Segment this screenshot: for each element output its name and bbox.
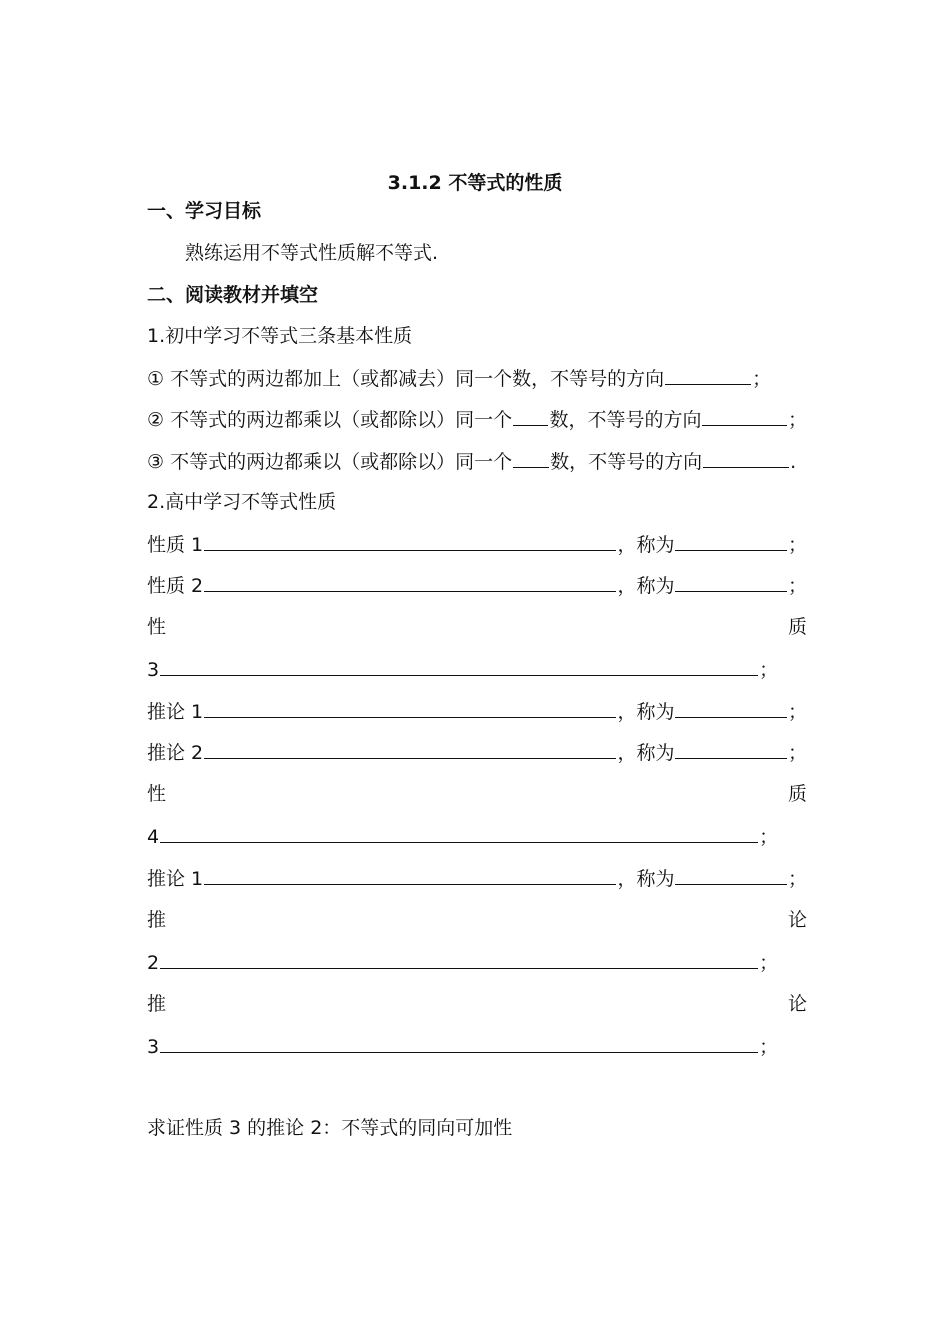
fill-blank[interactable] [703, 448, 789, 468]
fill-blank[interactable] [675, 531, 787, 551]
item-label-char: 推 [147, 993, 167, 1015]
punctuation: ； [787, 701, 807, 723]
property-4-corollary-2-label [147, 907, 807, 933]
item-label: 性质 2 [147, 575, 204, 597]
item-label: 推论 1 [147, 868, 204, 890]
fill-blank[interactable] [665, 365, 751, 385]
punctuation: ； [787, 868, 807, 890]
senior-properties-heading: 2.高中学习不等式性质 [147, 491, 337, 513]
property-4-corollary-1 [147, 865, 807, 891]
fill-blank[interactable] [513, 448, 549, 468]
fill-blank[interactable] [204, 739, 616, 759]
item-number: 4 [147, 826, 160, 848]
punctuation: ； [759, 826, 779, 848]
fill-blank[interactable] [160, 1033, 758, 1053]
property-3-corollary-2 [147, 739, 807, 765]
proof-prompt: 求证性质 3 的推论 2：不等式的同向可加性 [147, 1117, 513, 1139]
punctuation: ； [787, 575, 807, 597]
junior-properties-heading: 1.初中学习不等式三条基本性质 [147, 325, 413, 347]
item-label-char: 性 [147, 616, 167, 638]
section-heading-reading: 二、阅读教材并填空 [147, 284, 319, 306]
item-label: 推论 1 [147, 701, 204, 723]
senior-property-3 [147, 656, 807, 682]
fill-blank[interactable] [675, 572, 787, 592]
item-label-char: 推 [147, 909, 167, 931]
item-text: ，称为 [617, 868, 675, 890]
property-text: ② 不等式的两边都乘以（或都除以）同一个 [147, 409, 513, 431]
property-3-corollary-1 [147, 698, 807, 724]
property-text: 数，不等号的方向 [550, 451, 703, 473]
item-label-char: 论 [787, 909, 807, 931]
item-label-char: 质 [787, 616, 807, 638]
property-text: ③ 不等式的两边都乘以（或都除以）同一个 [147, 451, 513, 473]
learning-goal-text: 熟练运用不等式性质解不等式. [185, 242, 439, 264]
property-4-corollary-3-label [147, 991, 807, 1017]
junior-property-2 [147, 406, 807, 432]
fill-blank[interactable] [160, 949, 758, 969]
fill-blank[interactable] [204, 698, 616, 718]
fill-blank[interactable] [204, 865, 616, 885]
property-text: ① 不等式的两边都加上（或都减去）同一个数，不等号的方向 [147, 368, 665, 390]
fill-blank[interactable] [702, 406, 787, 426]
item-number: 2 [147, 952, 160, 974]
item-number: 3 [147, 1036, 160, 1058]
punctuation: ； [752, 368, 772, 390]
fill-blank[interactable] [160, 823, 758, 843]
item-text: ，称为 [617, 701, 675, 723]
item-label-char: 论 [787, 993, 807, 1015]
fill-blank[interactable] [513, 406, 548, 426]
fill-blank[interactable] [204, 572, 616, 592]
item-label-char: 质 [787, 783, 807, 805]
item-text: ，称为 [617, 742, 675, 764]
item-text: ，称为 [617, 534, 675, 556]
fill-blank[interactable] [675, 739, 787, 759]
item-label-char: 性 [147, 783, 167, 805]
fill-blank[interactable] [675, 698, 787, 718]
item-label: 推论 2 [147, 742, 204, 764]
fill-blank[interactable] [160, 656, 758, 676]
page-title: 3.1.2 不等式的性质 [387, 172, 563, 194]
senior-property-4 [147, 823, 807, 849]
punctuation: ； [787, 409, 807, 431]
property-text: 数，不等号的方向 [549, 409, 702, 431]
senior-property-1 [147, 531, 807, 557]
item-label: 性质 1 [147, 534, 204, 556]
item-number: 3 [147, 659, 160, 681]
punctuation: ； [787, 534, 807, 556]
section-heading-goals: 一、学习目标 [147, 200, 262, 222]
property-4-corollary-3 [147, 1033, 807, 1059]
punctuation: ； [759, 659, 779, 681]
senior-property-2 [147, 572, 807, 598]
item-text: ，称为 [617, 575, 675, 597]
punctuation: ； [759, 1036, 779, 1058]
fill-blank[interactable] [675, 865, 787, 885]
punctuation: ； [787, 742, 807, 764]
senior-property-4-label [147, 781, 807, 807]
senior-property-3-label [147, 614, 807, 640]
junior-property-3 [147, 448, 807, 474]
junior-property-1 [147, 365, 807, 391]
fill-blank[interactable] [204, 531, 616, 551]
punctuation: ； [759, 952, 779, 974]
property-4-corollary-2 [147, 949, 807, 975]
punctuation: . [790, 451, 797, 473]
